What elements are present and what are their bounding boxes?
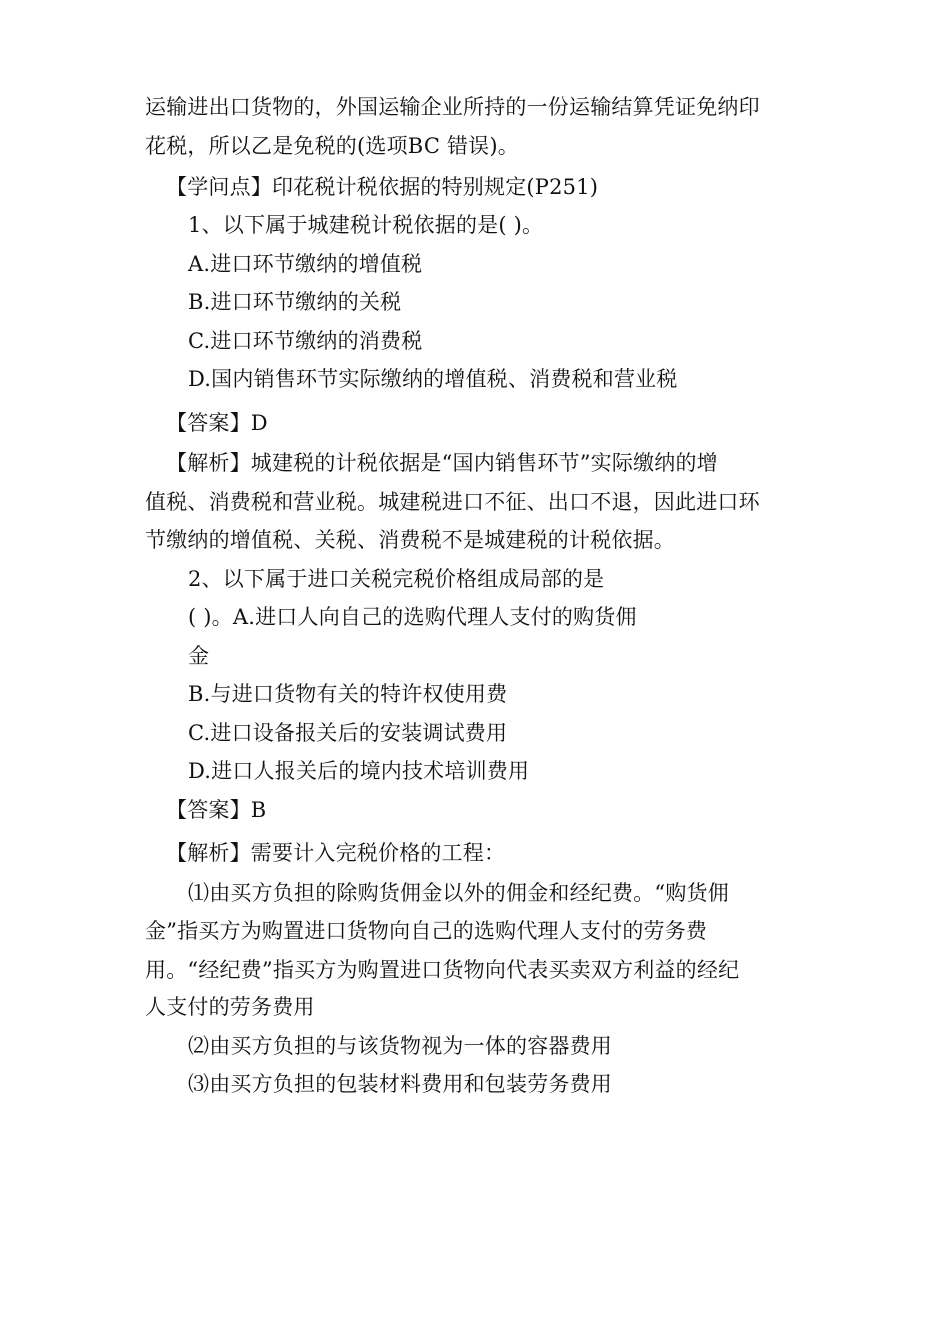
text-line: 花税，所以乙是免税的(选项BC 错误)。	[145, 134, 519, 158]
text-line: B.进口环节缴纳的关税	[188, 290, 402, 314]
text-line: 【解析】需要计入完税价格的工程：	[166, 841, 506, 865]
text-line: C.进口环节缴纳的消费税	[188, 329, 423, 353]
text-line: 【解析】城建税的计税依据是“国内销售环节”实际缴纳的增	[166, 451, 718, 475]
text-line: 人支付的劳务费用	[145, 995, 315, 1019]
text-line: ⑴由买方负担的除购货佣金以外的佣金和经纪费。“购货佣	[188, 881, 729, 905]
text-line: 【答案】D	[166, 411, 268, 435]
text-line: 【答案】B	[166, 798, 267, 822]
text-line: 节缴纳的增值税、关税、消费税不是城建税的计税依据。	[145, 528, 675, 552]
text-line: D.进口人报关后的境内技术培训费用	[188, 759, 530, 783]
text-line: 金”指买方为购置进口货物向自己的选购代理人支付的劳务费	[145, 919, 708, 943]
text-line: ⑶由买方负担的包装材料费用和包装劳务费用	[188, 1072, 612, 1096]
text-line: 1、以下属于城建税计税依据的是( )。	[188, 213, 544, 237]
text-line: ⑵由买方负担的与该货物视为一体的容器费用	[188, 1034, 612, 1058]
text-line: 金	[188, 644, 210, 668]
text-line: 【学问点】印花税计税依据的特别规定(P251)	[166, 175, 599, 199]
text-line: 值税、消费税和营业税。城建税进口不征、出口不退，因此进口环	[145, 490, 760, 514]
text-line: A.进口环节缴纳的增值税	[188, 252, 423, 276]
text-line: 2、以下属于进口关税完税价格组成局部的是	[188, 567, 605, 591]
text-line: ( )。A.进口人向自己的选购代理人支付的购货佣	[188, 605, 637, 629]
text-line: B.与进口货物有关的特许权使用费	[188, 682, 508, 706]
text-line: 用。“经纪费”指买方为购置进口货物向代表买卖双方利益的经纪	[145, 958, 740, 982]
text-line: 运输进出口货物的，外国运输企业所持的一份运输结算凭证免纳印	[145, 95, 760, 119]
text-line: D.国内销售环节实际缴纳的增值税、消费税和营业税	[188, 367, 678, 391]
text-line: C.进口设备报关后的安装调试费用	[188, 721, 508, 745]
